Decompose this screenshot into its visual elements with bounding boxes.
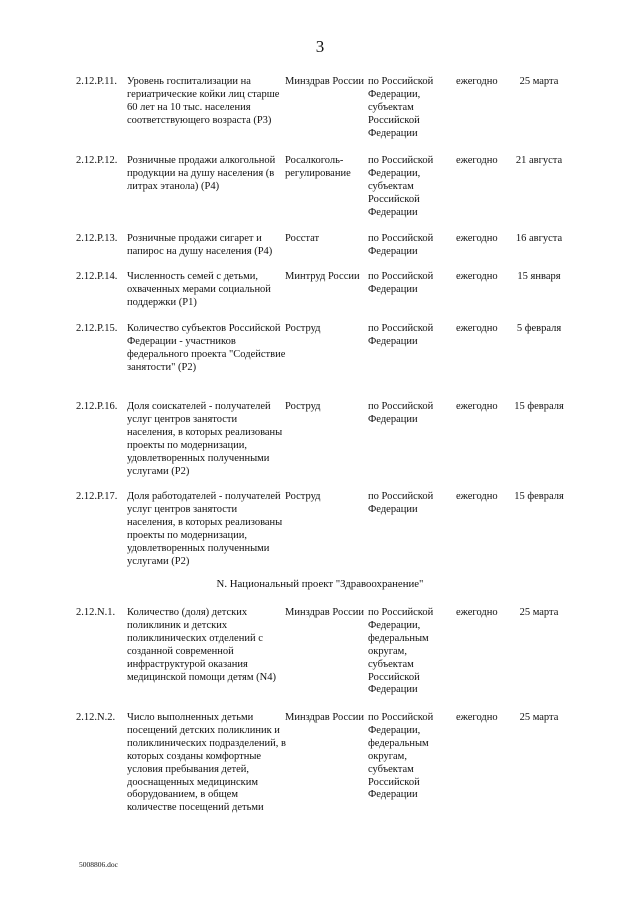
deadline: 15 января [517,271,561,282]
frequency: ежегодно [456,401,498,412]
frequency: ежегодно [456,155,498,166]
document-footer: 5008806.doc [79,860,118,869]
deadline: 25 марта [519,76,559,87]
frequency: ежегодно [456,491,498,502]
disaggregation-level: по Российской Федерации, федеральным округам, субъектам Российской Федерации [368,607,434,696]
indicator-name: Доля работодателей - получателей услуг центров занятости населения, в которых реализованы проекты по модернизации, удовлетворенных полученными услугами (P2) [127,491,283,567]
disaggregation-level: по Российской Федерации [368,491,434,515]
indicator-code: 2.12.P.17. [76,491,118,502]
responsible-agency: Росалкоголь-регулирование [285,155,351,179]
indicator-code: 2.12.P.14. [76,271,118,282]
deadline: 25 марта [519,607,559,618]
deadline: 16 августа [515,233,563,244]
deadline: 15 февраля [514,491,564,502]
deadline: 21 августа [515,155,563,166]
deadline: 15 февраля [514,401,564,412]
indicator-name: Розничные продажи сигарет и папирос на душу населения (P4) [127,233,273,257]
frequency: ежегодно [456,712,498,723]
frequency: ежегодно [456,233,498,244]
indicator-code: 2.12.N.1. [76,607,116,618]
responsible-agency: Роструд [285,323,321,334]
indicator-code: 2.12.P.16. [76,401,118,412]
indicator-name: Количество (доля) детских поликлиник и детских поликлинических отделений с созданной современной инфраструктурой оказания медицинской помощи детям (N4) [127,607,276,683]
indicator-code: 2.12.N.2. [76,712,116,723]
indicator-code: 2.12.P.13. [76,233,118,244]
indicator-name: Количество субъектов Российской Федерации - участников федерального проекта "Содействие занятости" (P2) [127,323,286,373]
deadline: 25 марта [519,712,559,723]
disaggregation-level: по Российской Федерации, субъектам Российской Федерации [368,155,434,218]
frequency: ежегодно [456,76,498,87]
responsible-agency: Минздрав России [285,607,365,618]
section-title: N. Национальный проект "Здравоохранение" [216,578,424,590]
disaggregation-level: по Российской Федерации, субъектам Российской Федерации [368,76,434,139]
responsible-agency: Минздрав России [285,76,365,87]
responsible-agency: Росстат [285,233,320,244]
responsible-agency: Роструд [285,491,321,502]
indicator-code: 2.12.P.15. [76,323,118,334]
indicator-name: Число выполненных детьми посещений детских поликлиник и поликлинических подразделений, в которых созданы комфортные условия пребывания детей, дооснащенных медицинским оборудованием, в общем количестве посещений детьми [127,712,286,814]
indicator-name: Доля соискателей - получателей услуг центров занятости населения, в которых реализованы проекты по модернизации, удовлетворенных полученными услугами (P2) [127,401,283,477]
indicator-name: Розничные продажи алкогольной продукции на душу населения (в литрах этанола) (P4) [127,155,276,192]
page-number: 3 [315,37,325,56]
frequency: ежегодно [456,607,498,618]
disaggregation-level: по Российской Федерации [368,401,434,425]
disaggregation-level: по Российской Федерации [368,271,434,295]
indicator-name: Численность семей с детьми, охваченных мерами социальной поддержки (P1) [127,271,271,308]
disaggregation-level: по Российской Федерации [368,233,434,257]
disaggregation-level: по Российской Федерации [368,323,434,347]
responsible-agency: Роструд [285,401,321,412]
deadline: 5 февраля [516,323,562,334]
indicator-name: Уровень госпитализации на гериатрические койки лиц старше 60 лет на 10 тыс. населения соответствующего возраста (P3) [127,76,280,126]
frequency: ежегодно [456,323,498,334]
responsible-agency: Минздрав России [285,712,365,723]
responsible-agency: Минтруд России [285,271,360,282]
disaggregation-level: по Российской Федерации, федеральным округам, субъектам Российской Федерации [368,712,434,801]
frequency: ежегодно [456,271,498,282]
indicator-code: 2.12.P.11. [76,76,118,87]
indicator-code: 2.12.P.12. [76,155,118,166]
